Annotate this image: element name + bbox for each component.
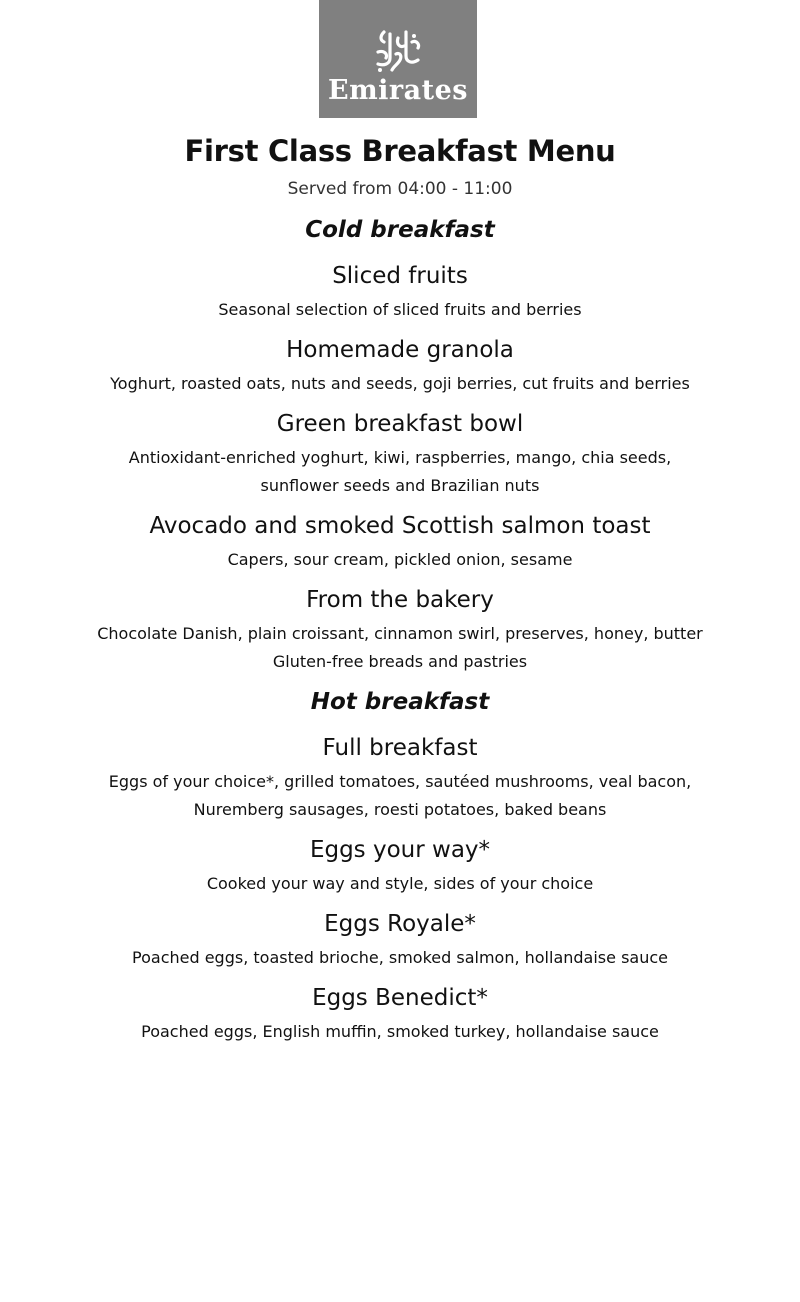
menu-item-name: Green breakfast bowl xyxy=(276,411,524,437)
menu-item xyxy=(0,728,800,824)
menu-item-description xyxy=(0,296,800,324)
section-heading: Cold breakfast xyxy=(305,217,495,243)
menu-item-description xyxy=(0,444,800,500)
menu-item-description-line: Nuremberg sausages, roesti potatoes, baked beans xyxy=(193,800,607,819)
menu-title: First Class Breakfast Menu xyxy=(184,134,616,168)
menu-item xyxy=(0,506,800,574)
menu-item-description-line: Yoghurt, roasted oats, nuts and seeds, goji berries, cut fruits and berries xyxy=(110,374,690,393)
menu-item-description-line: Seasonal selection of sliced fruits and berries xyxy=(218,300,582,319)
menu-item-description xyxy=(0,768,800,824)
menu-item-description-line: Capers, sour cream, pickled onion, sesame xyxy=(227,550,573,569)
menu-item-name: Eggs Benedict* xyxy=(312,985,488,1011)
breakfast-menu xyxy=(0,128,800,1052)
menu-item-description-line: Antioxidant-enriched yoghurt, kiwi, raspberries, mango, chia seeds, xyxy=(128,448,672,467)
menu-item-description-line: Gluten-free breads and pastries xyxy=(272,652,528,671)
menu-item-name: Full breakfast xyxy=(322,735,478,761)
menu-item xyxy=(0,904,800,972)
served-times: Served from 04:00 - 11:00 xyxy=(287,179,513,199)
menu-item-description-line: Cooked your way and style, sides of your choice xyxy=(206,874,594,893)
menu-item-name: Eggs Royale* xyxy=(324,911,476,937)
menu-item xyxy=(0,256,800,324)
section-heading: Hot breakfast xyxy=(310,689,490,715)
menu-item-description-line: sunflower seeds and Brazilian nuts xyxy=(260,476,540,495)
menu-item-description xyxy=(0,620,800,676)
menu-item xyxy=(0,330,800,398)
menu-item-description xyxy=(0,1018,800,1046)
menu-item-name: Homemade granola xyxy=(286,337,514,363)
menu-item xyxy=(0,580,800,676)
menu-item-description xyxy=(0,944,800,972)
menu-item-description xyxy=(0,370,800,398)
menu-item-name: Eggs your way* xyxy=(309,837,491,863)
menu-item xyxy=(0,978,800,1046)
menu-item-description-line: Chocolate Danish, plain croissant, cinnamon swirl, preserves, honey, butter xyxy=(97,624,703,643)
menu-item-name: Sliced fruits xyxy=(332,263,468,289)
emirates-calligraphy-icon xyxy=(370,28,426,74)
menu-item-name: From the bakery xyxy=(306,587,494,613)
menu-item-name: Avocado and smoked Scottish salmon toast xyxy=(149,513,651,539)
logo-wordmark: Emirates xyxy=(328,75,468,106)
emirates-logo xyxy=(319,0,477,118)
menu-item xyxy=(0,404,800,500)
menu-item-description xyxy=(0,546,800,574)
menu-item-description-line: Eggs of your choice*, grilled tomatoes, sautéed mushrooms, veal bacon, xyxy=(108,772,692,791)
menu-sections xyxy=(0,210,800,1046)
menu-item-description xyxy=(0,870,800,898)
menu-item-description-line: Poached eggs, English muffin, smoked turkey, hollandaise sauce xyxy=(141,1022,659,1041)
menu-item-description-line: Poached eggs, toasted brioche, smoked salmon, hollandaise sauce xyxy=(132,948,668,967)
menu-item xyxy=(0,830,800,898)
